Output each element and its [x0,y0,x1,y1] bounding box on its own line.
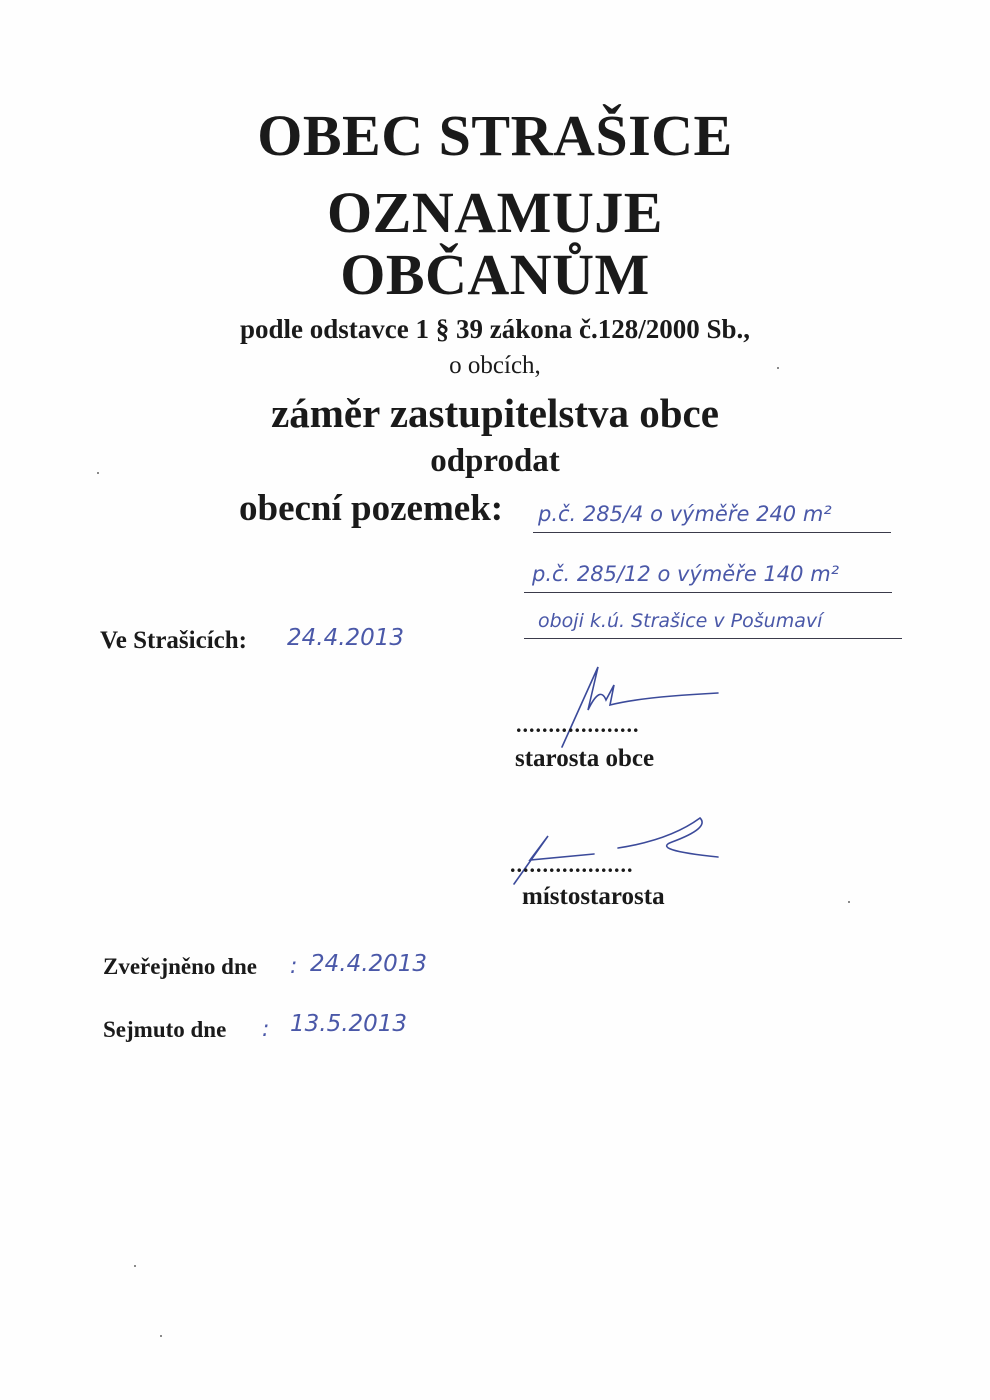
title-line-3: OBČANŮM [340,242,650,307]
legal-basis-line-1: podle odstavce 1 § 39 zákona č.128/2000 Sb., [239,314,751,344]
place-label: Ve Strašicích: [100,627,247,654]
intent-heading: záměr zastupitelstva obce [271,390,719,436]
scan-speck [848,901,850,903]
title-line-2: OZNAMUJE [327,180,663,245]
deputy-dotted-line: ................... [510,852,634,877]
scan-speck [134,1265,136,1267]
deputy-signature [500,810,730,890]
mayor-signature [540,655,740,755]
mayor-label: starosta obce [515,745,655,772]
scan-speck [160,1335,162,1337]
parcel-line-3: oboji k.ú. Strašice v Pošumaví [538,610,823,632]
parcel-line-2: p.č. 285/12 o výměře 140 m² [532,562,840,586]
scan-speck [777,367,779,369]
mayor-dotted-line: ................... [516,712,640,737]
published-label: Zveřejněno dne [103,954,257,979]
land-label: obecní pozemek: [239,488,504,529]
removed-separator: : [262,1017,270,1042]
removed-label: Sejmuto dne [103,1017,227,1042]
parcel-line-1-underline [533,532,891,533]
scan-speck [97,472,99,474]
parcel-line-2-underline [524,592,892,593]
place-date: 24.4.2013 [287,625,405,651]
published-date: 24.4.2013 [310,951,428,977]
parcel-line-3-underline [524,638,902,639]
intent-action: odprodat [430,443,560,479]
legal-basis-line-2: o obcích, [449,352,541,379]
title-line-1: OBEC STRAŠICE [257,103,733,168]
removed-date: 13.5.2013 [290,1011,408,1037]
deputy-label: místostarosta [522,883,665,910]
published-separator: : [290,954,298,979]
parcel-line-1: p.č. 285/4 o výměře 240 m² [538,502,832,526]
